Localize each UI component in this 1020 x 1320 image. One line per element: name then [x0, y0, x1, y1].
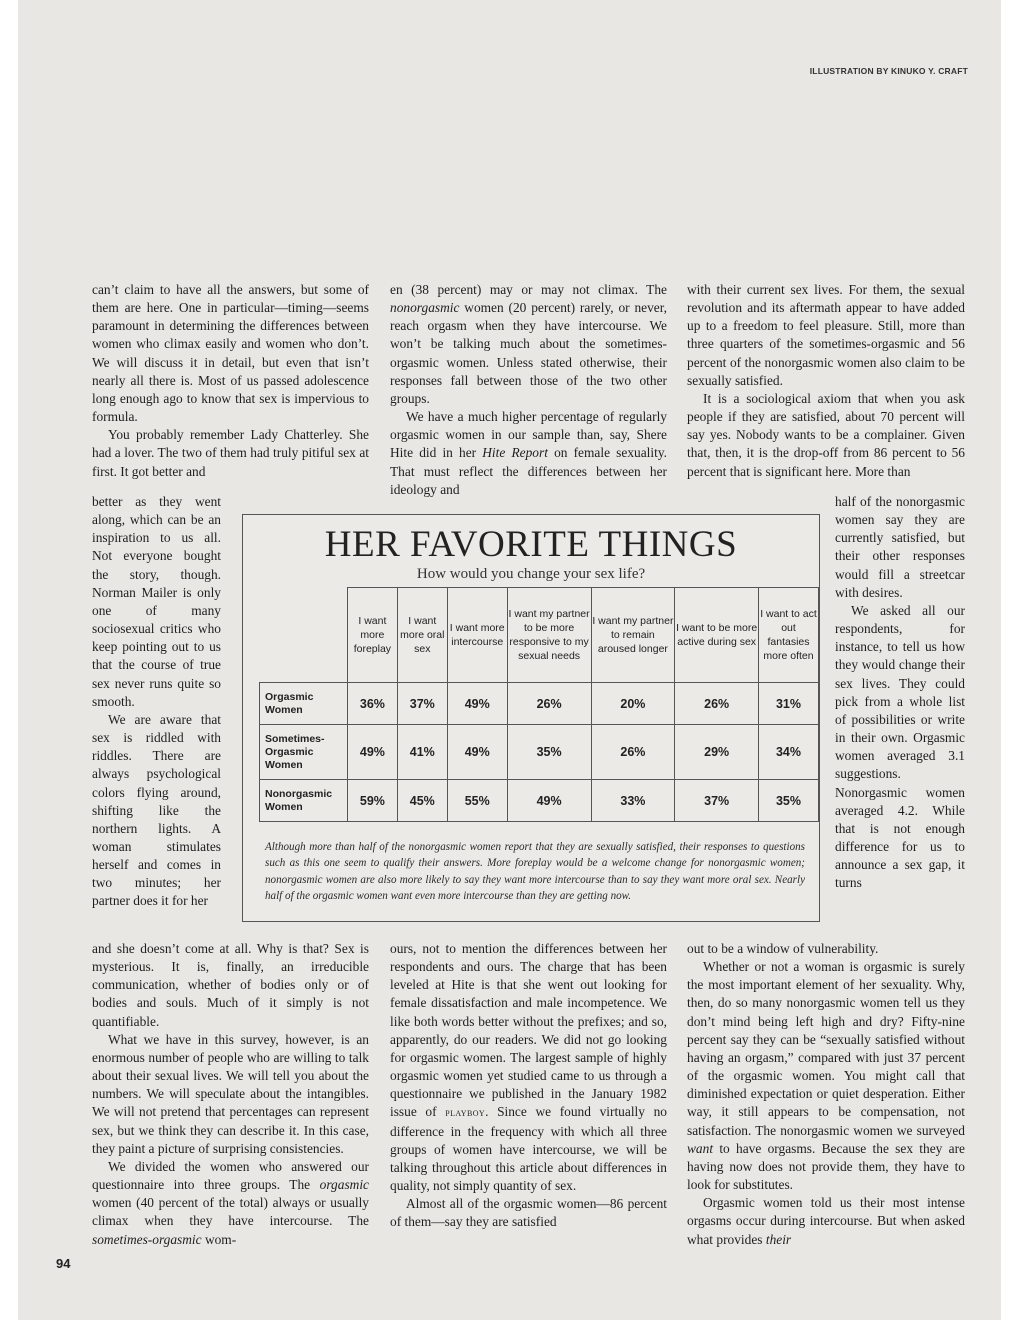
- paragraph: Almost all of the orgasmic women—86 percent of them—say they are satisfied: [390, 1196, 667, 1230]
- paragraph: What we have in this survey, however, is an enormous number of people who are willing to talk about their sexual lives. We will tell you about the numbers. We will speculate about the intangibles. We will not pretend that percentages can represent sex, but we think they can describe it. In this case, they paint a picture of surprising consistencies.: [92, 1031, 369, 1156]
- table-cell: 36%: [347, 683, 397, 725]
- paragraph: with their current sex lives. For them, the sexual revolution and its aftermath appear to have added up to a freedom to feel pleasure. Still, more than three quarters of the sometimes-orgasmic and 56 percent of the nonorgasmic women also claim to be sexually satisfied.: [687, 282, 965, 388]
- table-cell: 37%: [675, 780, 759, 822]
- column-3-narrow: [835, 493, 965, 892]
- paragraph: Whether or not a woman is orgasmic is surely the most important element of her sexuality. Why, then, do so many nonorgasmic women tell us they don’t mind being left high and dry? Fifty-nine percent say they can be “sexually satisfied without having an orgasm,” compared with just 37 percent of the orgasmic women. You might call that diminished expectation or quiet desperation. Either way, it still appears to be compensation, not satisfaction. The nonorgasmic women we surveyed want to have orgasms. Because the sex they are having now does not provide them, they have to look for substitutes.: [687, 959, 965, 1193]
- table-cell: 45%: [397, 780, 447, 822]
- table-row: [260, 780, 819, 822]
- row-label: Nonorgasmic Women: [260, 780, 348, 822]
- table-cell: 34%: [759, 725, 819, 780]
- table-cell: 26%: [675, 683, 759, 725]
- table-cell: 26%: [507, 683, 591, 725]
- paragraph: We asked all our respondents, for instance, to tell us how they would change their sex lives. They could pick from a whole list of possibilities or write in their own. Orgasmic women averaged 3.1 suggestions. Nonorgasmic women averaged 4.2. While that is not enough difference for us to announce a sex gap, it turns: [835, 602, 965, 891]
- paragraph: half of the nonorgasmic women say they are currently satisfied, but their other responses would fill a streetcar with desires.: [835, 494, 965, 600]
- table-row: [260, 683, 819, 725]
- table-cell: 41%: [397, 725, 447, 780]
- emphasis: Hite Report: [482, 445, 548, 461]
- paragraph: We are aware that sex is riddled with riddles. There are always psychological colors flying around, shifting like the northern lights. A woman stimulates herself and comes in two minutes; her partner does it for her: [92, 711, 221, 909]
- column-header: I want more intercourse: [447, 588, 507, 683]
- column-2-top: [390, 281, 667, 499]
- sidebar-title: HER FAVORITE THINGS: [324, 524, 738, 565]
- sidebar-caption: Although more than half of the nonorgasmic women report that they are sexually satisfied, their responses to questions such as this one seem to qualify their answers. More foreplay would be a welcome change for nonorgasmic women; nonorgasmic women are also more likely to say they want more intercourse than to say they want more oral sex. Nearly half of the orgasmic women want even more intercourse than they are getting now.: [265, 841, 805, 902]
- row-label: Sometimes-Orgasmic Women: [260, 725, 348, 780]
- page-number: 94: [56, 1256, 71, 1271]
- emphasis: their: [765, 1231, 792, 1247]
- table-cell: 20%: [591, 683, 675, 725]
- table-cell: 37%: [397, 683, 447, 725]
- emphasis: nonorgasmic: [390, 300, 460, 316]
- paragraph: can’t claim to have all the answers, but some of them are here. One in particular—timing—seems paramount in determining the differences between women who climax easily and women who don’t. We will discuss it in detail, but even that isn’t nearly all there is. Most of us passed adolescence long enough ago to know that sex is impervious to formula.: [92, 282, 369, 425]
- emphasis: sometimes-orgasmic: [92, 1231, 202, 1247]
- illustration-credit: ILLUSTRATION BY KINUKO Y. CRAFT: [809, 66, 968, 76]
- table-cell: 49%: [447, 683, 507, 725]
- column-header: I want more foreplay: [347, 588, 397, 683]
- emphasis: want: [687, 1140, 714, 1156]
- emphasis: orgasmic: [319, 1177, 369, 1193]
- table-cell: 49%: [347, 725, 397, 780]
- row-label: Orgasmic Women: [260, 683, 348, 725]
- table-corner: [260, 588, 348, 683]
- table-cell: 49%: [507, 780, 591, 822]
- table-cell: 49%: [447, 725, 507, 780]
- paragraph: and she doesn’t come at all. Why is that? Sex is mysterious. It is, finally, an irreducible communication, whether of bodies only or of bodies and souls. Much of it simply is not quantifiable.: [92, 941, 369, 1029]
- survey-table: [259, 587, 819, 822]
- sidebar-subtitle: How would you change your sex life?: [416, 566, 646, 582]
- column-1-top: [92, 281, 369, 481]
- column-1-narrow: [92, 493, 221, 911]
- paragraph: better as they went along, which can be an inspiration to us all. Not everyone bought the story, though. Norman Mailer is only one of many sociosexual critics who keep pointing out to us that the course of true sex never runs quite so smooth.: [92, 494, 221, 709]
- column-header: I want to be more active during sex: [675, 588, 759, 683]
- paragraph: ours, not to mention the differences between her respondents and ours. The charge that has been leveled at Hite is that she went out looking for female dissatisfaction and male incompetence. We like both words better without the prefixes; and so, apparently, do our readers. We did not go looking for orgasmic women. The largest sample of highly orgasmic women yet studied came to us through a questionnaire we published in the January 1982 issue of playboy. Since we found virtually no difference in the frequency with which all three groups of women have intercourse, we will be talking throughout this article about differences in quality, not simply quantity of sex.: [390, 941, 667, 1194]
- table-cell: 59%: [347, 780, 397, 822]
- table-cell: 55%: [447, 780, 507, 822]
- table-cell: 33%: [591, 780, 675, 822]
- table-cell: 35%: [759, 780, 819, 822]
- paragraph: We divided the women who answered our questionnaire into three groups. The orgasmic women (40 percent of the total) always or usually climax when they have intercourse. The sometimes-orgasmic wom-: [92, 1158, 369, 1247]
- table-cell: 26%: [591, 725, 675, 780]
- column-header: I want more oral sex: [397, 588, 447, 683]
- table-header-row: [260, 588, 819, 683]
- magazine-name: playboy: [445, 1107, 486, 1120]
- column-header: I want my partner to be more responsive to my sexual needs: [507, 588, 591, 683]
- column-header: I want to act out fantasies more often: [759, 588, 819, 683]
- column-3-top: [687, 281, 965, 481]
- column-1-bottom: [92, 940, 369, 1249]
- paragraph: You probably remember Lady Chatterley. She had a lover. The two of them had truly pitiful sex at first. It got better and: [92, 427, 369, 479]
- paragraph: Orgasmic women told us their most intense orgasms occur during intercourse. But when asked what provides their: [687, 1195, 965, 1247]
- column-header: I want my partner to remain aroused longer: [591, 588, 675, 683]
- paragraph: It is a sociological axiom that when you ask people if they are satisfied, about 70 percent will say yes. Nobody wants to be a complainer. Given that, then, it is the drop-off from 86 percent to 56 percent that is significant here. More than: [687, 390, 965, 479]
- paragraph: We have a much higher percentage of regularly orgasmic women in our sample than, say, Shere Hite did in her Hite Report on female sexuality. That must reflect the differences between her ideology and: [390, 409, 667, 497]
- sidebar-box: [242, 514, 820, 922]
- table-cell: 31%: [759, 683, 819, 725]
- paragraph: out to be a window of vulnerability.: [687, 941, 879, 956]
- column-3-bottom: [687, 940, 965, 1249]
- paragraph: en (38 percent) may or may not climax. The nonorgasmic women (20 percent) rarely, or never, reach orgasm when they have intercourse. We won’t be talking much about the sometimes-orgasmic women. Unless stated otherwise, their responses fall between those of the two other groups.: [390, 282, 667, 406]
- table-row: [260, 725, 819, 780]
- table-cell: 29%: [675, 725, 759, 780]
- column-2-bottom: [390, 940, 667, 1232]
- table-cell: 35%: [507, 725, 591, 780]
